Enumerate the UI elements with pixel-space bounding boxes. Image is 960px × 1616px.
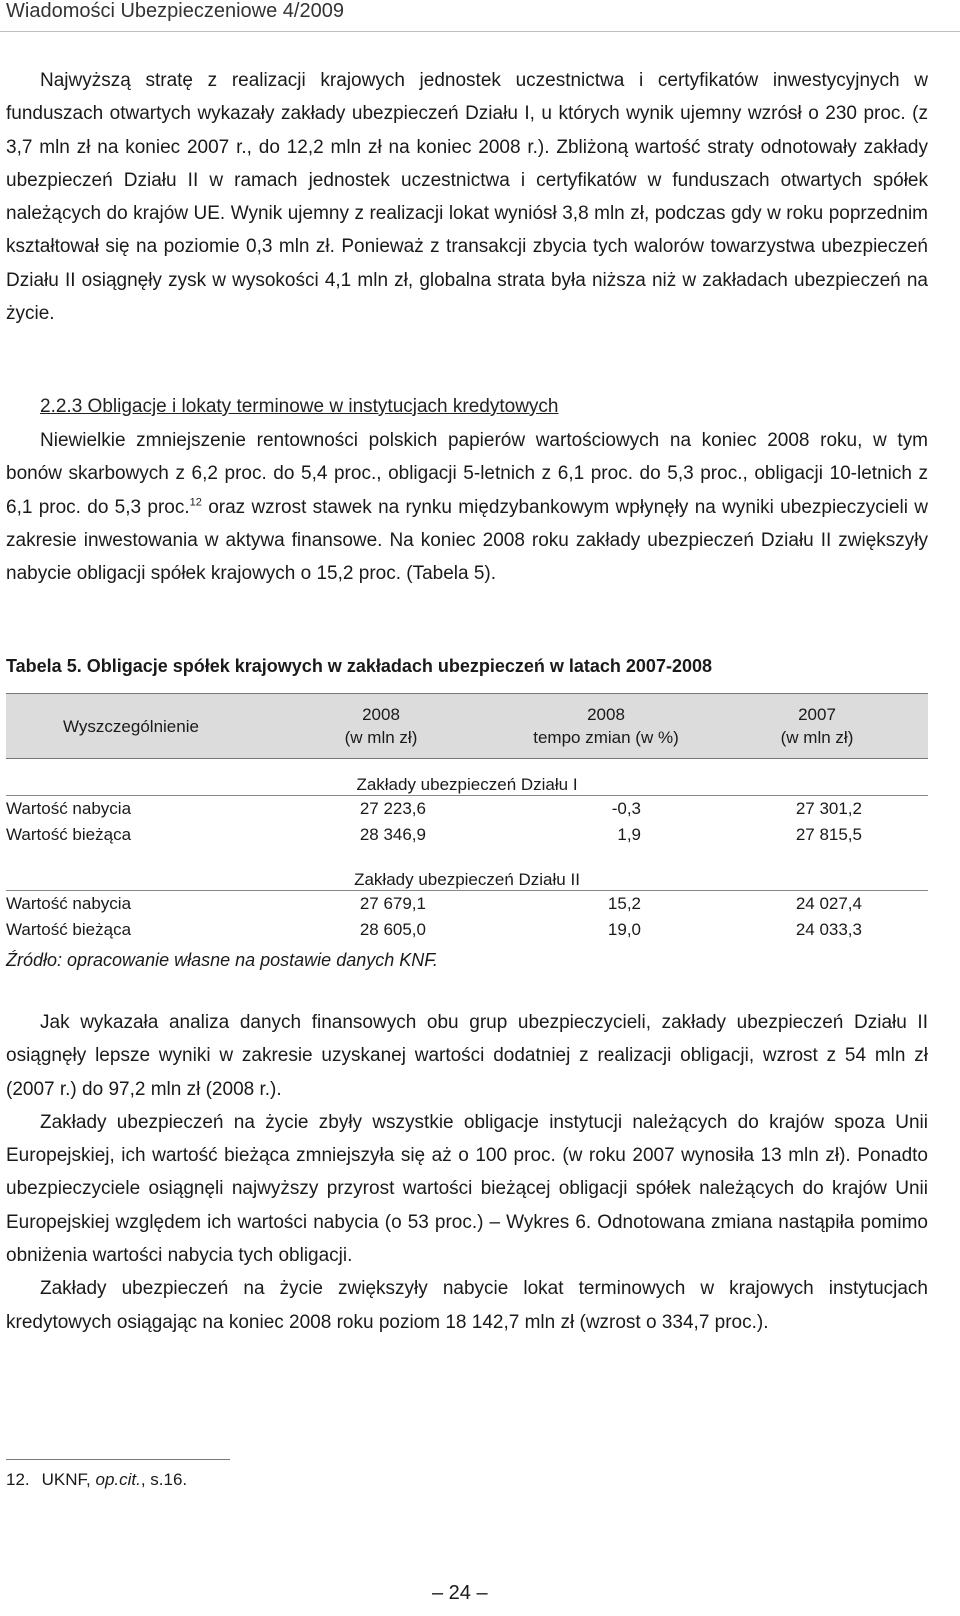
table-caption-text: Obligacje spółek krajowych w zakładach ubezpieczeń w latach 2007-2008 [86,656,712,676]
paragraph: Zakłady ubezpieczeń na życie zbyły wszystkie obligacje instytucji należących do krajów spoza Unii Europejskiej, ich wartość bieżąca zmniejszyła się aż o 100 proc. (w roku 2007 wynosiła 13 mln zł). Ponadto ubezpieczyciele osiągnęli najwyższy przyrost wartości bieżącej obligacji spółek należących do krajów Unii Europejskiej względem ich wartości nabycia (o 53 proc.) – Wykres 6. Odnotowana zmiana nastąpiła pomimo obniżenia wartości nabycia tych obligacji. [6,1111,928,1267]
table-header-row [6,694,928,759]
section-heading: 2.2.3 Obligacje i lokaty terminowe w instytucjach kredytowych [40,396,559,417]
table-row [6,891,928,918]
running-title: Wiadomości Ubezpieczeniowe 4/2009 [6,0,344,22]
group-title: Zakłady ubezpieczeń Działu I [6,759,928,796]
paragraph: Najwyższą stratę z realizacji krajowych jednostek uczestnictwa i certyfikatów inwestycyjnych w funduszach otwartych wykazały zakłady ubezpieczeń Działu I, u których wynik ujemny wzrósł o 230 proc. (z 3,7 mln zł na koniec 2007 r., do 12,2 mln zł na koniec 2008 r.). Zbliżoną wartość straty odnotowały zakłady ubezpieczeń Działu II w ramach jednostek uczestnictwa i certyfikatów w funduszach otwartych spółek należących do krajów UE. Wynik ujemny z realizacji lokat wyniósł 3,8 mln zł, podczas gdy w roku poprzednim kształtował się na poziomie 0,3 mln zł. Ponieważ z transakcji zbycia tych walorów towarzystwa ubezpieczeń Działu II osiągnęły zysk w wysokości 4,1 mln zł, globalna strata była niższa niż w zakładach ubezpieczeń na życie. [6,70,928,325]
table-group-row [6,848,928,891]
cell-value-change: 1,9 [617,825,641,844]
header-label: Wyszczególnienie [6,694,256,759]
paragraph-text-part: Niewielkie zmniejszenie rentowności polskich papierów wartościowych na koniec 2008 roku, w tym bonów skarbowych z 6,2 proc. do 5,4 proc., obligacji 5-letnich z 6,1 proc. do 5,3 proc., obligacji 10-letnich z 6,1 proc. do 5,3 proc. [6,430,928,518]
table-caption-label: Tabela 5. [6,656,82,676]
header-line: (w mln zł) [344,728,418,747]
table-row [6,796,928,823]
row-label: Wartość bieżąca [6,825,132,844]
table-source-note: Źródło: opracowanie własne na postawie danych KNF. [6,950,438,970]
header-col-2008 [256,694,506,759]
group-title: Zakłady ubezpieczeń Działu II [6,848,928,891]
paragraph: Jak wykazała analiza danych finansowych obu grup ubezpieczycieli, zakłady ubezpieczeń Działu II osiągnęły lepsze wyniki w zakresie uzyskanej wartości dodatniej z realizacji obligacji, wzrost z 54 mln zł (2007 r.) do 97,2 mln zł (2008 r.). [6,1012,928,1100]
paragraph-text-part: oraz wzrost stawek na rynku międzybankowym wpłynęły na wyniki ubezpieczycieli w zakresie inwestowania w aktywa finansowe. Na koniec 2008 roku zakłady ubezpieczeń Działu II zwiększyły nabycie obligacji spółek krajowych o 15,2 proc. (Tabela 5). [6,496,928,585]
footnote-text: , s.16. [140,1470,188,1489]
footnote-number: 12. [6,1470,30,1489]
analysis-text-block [6,1006,928,1339]
row-label: Wartość bieżąca [6,920,132,939]
cell-value-2007: 27 815,5 [795,825,862,844]
paragraph: Zakłady ubezpieczeń na życie zwiększyły nabycie lokat terminowych w krajowych instytucjach kredytowych osiągając na koniec 2008 roku poziom 18 142,7 mln zł (wzrost o 334,7 proc.). [6,1278,928,1333]
footnote-divider [6,1459,230,1460]
header-line: (w mln zł) [780,728,854,747]
cell-value-2008: 28 346,9 [359,825,426,844]
table-caption [6,656,712,677]
header-line: 2008 [587,705,625,724]
cell-value-change: 19,0 [607,920,641,939]
header-col-change [506,694,706,759]
row-label: Wartość nabycia [6,894,132,913]
intro-text-block [6,64,928,330]
cell-value-2008: 27 679,1 [359,894,426,913]
footnote [6,1470,187,1490]
cell-value-2007: 24 033,3 [795,920,862,939]
header-rule [0,31,960,32]
table-row [6,822,928,848]
cell-value-2007: 27 301,2 [795,799,862,818]
footnote-ref: 12 [189,496,202,509]
header-col-2007 [706,694,928,759]
page-number: – 24 – [432,1582,488,1604]
header-line: tempo zmian (w %) [533,728,679,747]
footnote-text-italic: op.cit. [95,1470,141,1489]
data-table [6,693,928,943]
cell-value-change: 15,2 [607,894,641,913]
paragraph [6,424,928,590]
table-group-row [6,759,928,796]
cell-value-2007: 24 027,4 [795,894,862,913]
cell-value-change: -0,3 [611,799,641,818]
header-line: 2007 [798,705,836,724]
header-line: 2008 [362,705,400,724]
cell-value-2008: 28 605,0 [359,920,426,939]
cell-value-2008: 27 223,6 [359,799,426,818]
row-label: Wartość nabycia [6,799,132,818]
footnote-text: UKNF, [41,1470,96,1489]
table-row [6,917,928,943]
section-text-block [6,424,928,590]
